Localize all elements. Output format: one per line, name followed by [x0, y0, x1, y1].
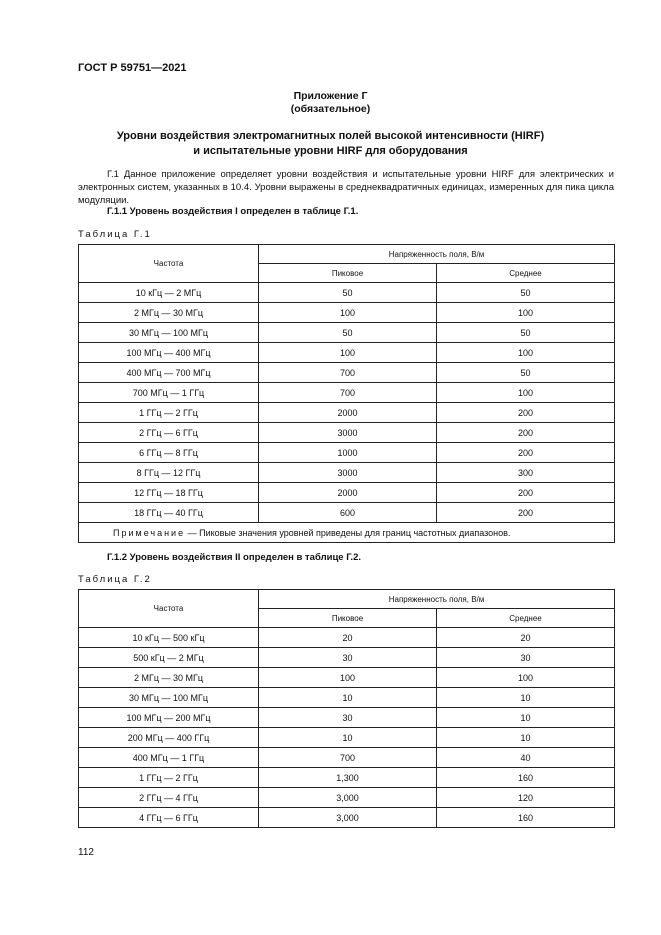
table2-row: [79, 648, 615, 668]
table2-cell-frequency: 30 МГц — 100 МГц: [79, 688, 259, 708]
table1-row: [79, 423, 615, 443]
table1-cell-average: 300: [437, 463, 615, 483]
table2-cell-average: 100: [437, 668, 615, 688]
table1-row: [79, 363, 615, 383]
table2-cell-peak: 30: [259, 708, 437, 728]
table1-cell-average: 100: [437, 303, 615, 323]
table1-cell-average: 200: [437, 483, 615, 503]
table1-row: [79, 343, 615, 363]
table2-row: [79, 628, 615, 648]
table1-header-frequency: Частота: [79, 245, 259, 283]
table1-cell-peak: 3000: [259, 423, 437, 443]
table1-cell-average: 100: [437, 343, 615, 363]
table2-row: [79, 768, 615, 788]
table1-cell-frequency: 100 МГц — 400 МГц: [79, 343, 259, 363]
table2-cell-frequency: 200 МГц — 400 ГГц: [79, 728, 259, 748]
table1-note-text: — Пиковые значения уровней приведены для границ частотных диапазонов.: [185, 527, 511, 538]
table2-cell-frequency: 400 МГц — 1 ГГц: [79, 748, 259, 768]
table1-row: [79, 503, 615, 523]
table1-cell-peak: 100: [259, 343, 437, 363]
annex-status: (обязательное): [290, 103, 371, 115]
table1-cell-frequency: 400 МГц — 700 МГц: [79, 363, 259, 383]
table1-cell-frequency: 10 кГц — 2 МГц: [79, 283, 259, 303]
table1-header-peak: Пиковое: [259, 264, 437, 283]
table2-cell-average: 10: [437, 728, 615, 748]
table2-cell-average: 20: [437, 628, 615, 648]
table2-cell-peak: 20: [259, 628, 437, 648]
table1-cell-average: 200: [437, 403, 615, 423]
table2-cell-average: 160: [437, 808, 615, 828]
table1-note-label: Примечание: [113, 527, 186, 538]
table2-row: [79, 808, 615, 828]
table1-cell-average: 50: [437, 323, 615, 343]
table2-cell-frequency: 100 МГц — 200 МГц: [79, 708, 259, 728]
table1-cell-average: 200: [437, 443, 615, 463]
section1-heading: Г.1.1 Уровень воздействия I определен в таблице Г.1.: [107, 206, 359, 217]
annex-title: Приложение Г: [293, 90, 368, 102]
table1-row: [79, 443, 615, 463]
table2-header-peak: Пиковое: [259, 609, 437, 628]
table2-cell-average: 160: [437, 768, 615, 788]
table2-caption: Таблица Г.2: [78, 574, 152, 585]
table2-header-average: Среднее: [437, 609, 615, 628]
table2-cell-peak: 10: [259, 728, 437, 748]
table1-cell-frequency: 18 ГГц — 40 ГГц: [79, 503, 259, 523]
table1-row: [79, 403, 615, 423]
table1-cell-frequency: 8 ГГц — 12 ГГц: [79, 463, 259, 483]
table1-cell-average: 100: [437, 383, 615, 403]
table1-cell-frequency: 1 ГГц — 2 ГГц: [79, 403, 259, 423]
table1-caption: Таблица Г.1: [78, 229, 152, 240]
table2-cell-peak: 10: [259, 688, 437, 708]
table1-note: [79, 523, 615, 543]
main-title-line1: Уровни воздействия электромагнитных полей высокой интенсивности (HIRF): [116, 130, 545, 142]
intro-paragraph: Г.1 Данное приложение определяет уровни воздействия и испытательные уровни HIRF для электрических и электронных систем, указанных в 10.4. Уровни выражены в среднеквадратичных единицах, измеренных для пика цикла модуляции.: [78, 169, 614, 206]
table1-row: [79, 463, 615, 483]
table1-cell-average: 200: [437, 423, 615, 443]
table2-header-frequency: Частота: [79, 590, 259, 628]
table2-cell-peak: 1,300: [259, 768, 437, 788]
table2-cell-average: 40: [437, 748, 615, 768]
table2-row: [79, 788, 615, 808]
table1: [78, 244, 615, 543]
table1-cell-peak: 1000: [259, 443, 437, 463]
table1-cell-peak: 50: [259, 283, 437, 303]
table1-cell-peak: 600: [259, 503, 437, 523]
annex-heading: [0, 90, 661, 116]
main-title-line2: и испытательные уровни HIRF для оборудования: [193, 145, 468, 157]
table2-header-field-strength: Напряженность поля, В/м: [259, 590, 615, 609]
table2-row: [79, 668, 615, 688]
table2-cell-peak: 30: [259, 648, 437, 668]
table2-cell-average: 120: [437, 788, 615, 808]
table1-cell-frequency: 12 ГГц — 18 ГГц: [79, 483, 259, 503]
table2-cell-frequency: 4 ГГц — 6 ГГц: [79, 808, 259, 828]
table1-cell-peak: 2000: [259, 403, 437, 423]
table1-row: [79, 303, 615, 323]
table2-cell-average: 30: [437, 648, 615, 668]
table2-cell-frequency: 1 ГГц — 2 ГГц: [79, 768, 259, 788]
table1-cell-peak: 2000: [259, 483, 437, 503]
page-number: 112: [78, 847, 94, 858]
table2-cell-average: 10: [437, 708, 615, 728]
table2: [78, 589, 615, 828]
table1-cell-average: 50: [437, 283, 615, 303]
table2-cell-average: 10: [437, 688, 615, 708]
document-id: ГОСТ Р 59751—2021: [78, 62, 187, 74]
section2-heading: Г.1.2 Уровень воздействия II определен в таблице Г.2.: [107, 552, 361, 563]
table2-row: [79, 728, 615, 748]
table2-cell-peak: 700: [259, 748, 437, 768]
table2-row: [79, 708, 615, 728]
table2-cell-frequency: 500 кГц — 2 МГц: [79, 648, 259, 668]
table1-cell-frequency: 6 ГГц — 8 ГГц: [79, 443, 259, 463]
table1-cell-peak: 50: [259, 323, 437, 343]
table2-cell-frequency: 2 ГГц — 4 ГГц: [79, 788, 259, 808]
table1-header-field-strength: Напряженность поля, В/м: [259, 245, 615, 264]
table1-cell-peak: 700: [259, 383, 437, 403]
table1-cell-frequency: 30 МГц — 100 МГц: [79, 323, 259, 343]
table1-row: [79, 323, 615, 343]
table2-cell-peak: 3,000: [259, 788, 437, 808]
table1-cell-frequency: 2 ГГц — 6 ГГц: [79, 423, 259, 443]
table2-row: [79, 748, 615, 768]
table1-cell-frequency: 700 МГц — 1 ГГц: [79, 383, 259, 403]
table1-header-average: Среднее: [437, 264, 615, 283]
table2-row: [79, 688, 615, 708]
table1-cell-peak: 3000: [259, 463, 437, 483]
main-title: [0, 129, 661, 159]
table1-cell-frequency: 2 МГц — 30 МГц: [79, 303, 259, 323]
table2-cell-peak: 3,000: [259, 808, 437, 828]
table1-row: [79, 383, 615, 403]
table1-cell-average: 200: [437, 503, 615, 523]
table2-cell-frequency: 2 МГц — 30 МГц: [79, 668, 259, 688]
table2-cell-peak: 100: [259, 668, 437, 688]
table1-row: [79, 283, 615, 303]
table1-cell-peak: 100: [259, 303, 437, 323]
table1-cell-peak: 700: [259, 363, 437, 383]
table1-row: [79, 483, 615, 503]
table1-cell-average: 50: [437, 363, 615, 383]
table2-cell-frequency: 10 кГц — 500 кГц: [79, 628, 259, 648]
